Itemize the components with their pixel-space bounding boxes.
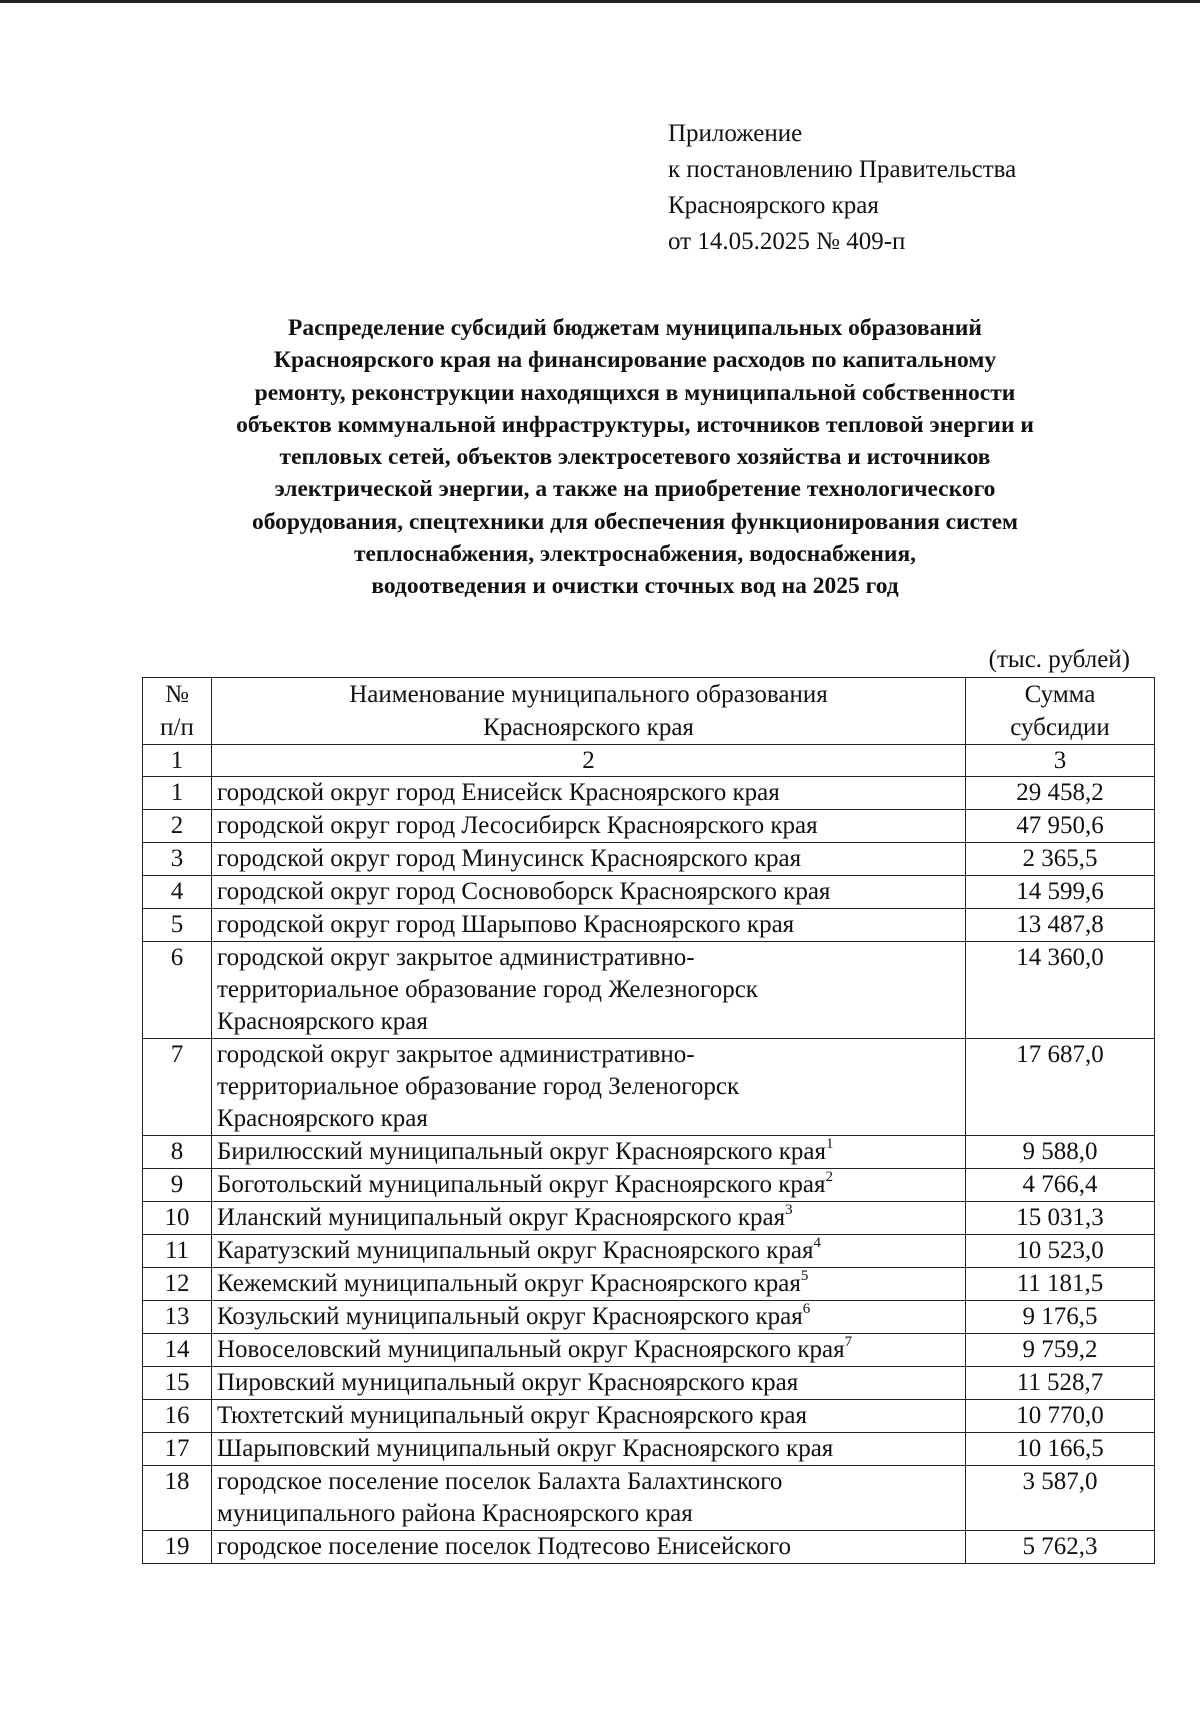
municipality-name-line [217, 1334, 961, 1366]
title-line: оборудования, спецтехники для обеспечения функционирования систем [251, 508, 1019, 535]
municipality-name-line [217, 1006, 961, 1038]
name-text: территориальное образование город Зеленогорск [217, 1073, 740, 1100]
table-row [143, 843, 1155, 876]
column-index: 3 [966, 745, 1155, 777]
header-number-line: № [165, 681, 189, 708]
municipality-name-line [217, 1071, 961, 1103]
appendix-label: Приложение [668, 120, 803, 147]
table-row [143, 777, 1155, 810]
municipality-name [212, 942, 966, 1039]
name-text: Бирилюсский муниципальный округ Красноярского края [217, 1138, 827, 1165]
top-edge-rule [0, 0, 1200, 3]
municipality-name-line [217, 1400, 961, 1432]
municipality-name [212, 1136, 966, 1169]
units-label: (тыс. рублей) [988, 646, 1130, 673]
table-row [143, 1039, 1155, 1136]
municipality-name-line [217, 1466, 961, 1498]
row-number: 1 [143, 777, 212, 810]
row-number: 16 [143, 1400, 212, 1433]
subsidy-amount: 15 031,3 [966, 1202, 1155, 1235]
subsidy-amount: 9 588,0 [966, 1136, 1155, 1169]
table-row [143, 1235, 1155, 1268]
column-index-row [143, 745, 1155, 777]
table-row [143, 909, 1155, 942]
municipality-name-line [217, 909, 961, 941]
header-name [212, 678, 966, 745]
row-number: 18 [143, 1466, 212, 1531]
row-number: 5 [143, 909, 212, 942]
appendix-date-number: от 14.05.2025 № 409-п [668, 228, 906, 255]
title-line: объектов коммунальной инфраструктуры, источников тепловой энергии и [236, 411, 1034, 438]
municipality-name [212, 843, 966, 876]
municipality-name-line [217, 1103, 961, 1135]
row-number: 9 [143, 1169, 212, 1202]
municipality-name-line [217, 777, 961, 809]
name-text: городской округ закрытое административно- [217, 1041, 695, 1068]
municipality-name [212, 1301, 966, 1334]
name-text: городской округ город Сосновоборск Красноярского края [217, 878, 831, 905]
subsidy-amount: 29 458,2 [966, 777, 1155, 810]
footnote-marker: 4 [813, 1234, 822, 1251]
municipality-name [212, 1433, 966, 1466]
header-number-line: п/п [160, 714, 194, 741]
municipality-name-line [217, 1531, 961, 1563]
table-row [143, 1136, 1155, 1169]
subsidy-amount: 3 587,0 [966, 1466, 1155, 1531]
header-sum-line: субсидии [1010, 714, 1110, 741]
municipality-name [212, 876, 966, 909]
name-text: Козульский муниципальный округ Красноярского края [217, 1303, 803, 1330]
footnote-marker: 7 [844, 1333, 853, 1350]
row-number: 2 [143, 810, 212, 843]
subsidy-amount: 11 181,5 [966, 1268, 1155, 1301]
table-row [143, 810, 1155, 843]
subsidy-amount: 10 523,0 [966, 1235, 1155, 1268]
table-header-row [143, 678, 1155, 745]
header-sum [966, 678, 1155, 745]
municipality-name [212, 1466, 966, 1531]
municipality-name-line [217, 1498, 961, 1530]
name-text: Кежемский муниципальный округ Красноярского края [217, 1270, 801, 1297]
municipality-name [212, 1334, 966, 1367]
municipality-name [212, 1400, 966, 1433]
row-number: 8 [143, 1136, 212, 1169]
subsidy-amount: 14 360,0 [966, 942, 1155, 1039]
municipality-name-line [217, 1433, 961, 1465]
title-line: водоотведения и очистки сточных вод на 2025 год [371, 573, 899, 600]
municipality-name-line [217, 974, 961, 1006]
title-line: ремонту, реконструкции находящихся в муниципальной собственности [254, 379, 1016, 406]
appendix-block [668, 116, 1016, 260]
subsidy-amount: 13 487,8 [966, 909, 1155, 942]
table-row [143, 1531, 1155, 1564]
row-number: 15 [143, 1367, 212, 1400]
row-number: 17 [143, 1433, 212, 1466]
municipality-name [212, 909, 966, 942]
table-row [143, 942, 1155, 1039]
subsidy-amount: 47 950,6 [966, 810, 1155, 843]
footnote-marker: 2 [825, 1168, 833, 1185]
row-number: 3 [143, 843, 212, 876]
municipality-name [212, 1202, 966, 1235]
footnote-marker: 3 [785, 1201, 793, 1218]
header-number [143, 678, 212, 745]
document-title [140, 312, 1130, 603]
table-row [143, 1466, 1155, 1531]
row-number: 7 [143, 1039, 212, 1136]
title-line: теплоснабжения, электроснабжения, водоснабжения, [353, 541, 917, 568]
row-number: 4 [143, 876, 212, 909]
subsidy-amount: 10 166,5 [966, 1433, 1155, 1466]
municipality-name [212, 1268, 966, 1301]
municipality-name-line [217, 1235, 961, 1267]
municipality-name [212, 1169, 966, 1202]
name-text: муниципального района Красноярского края [217, 1500, 693, 1527]
name-text: городской округ город Минусинск Красноярского края [217, 845, 802, 872]
name-text: Красноярского края [217, 1105, 428, 1132]
municipality-name-line [217, 942, 961, 974]
municipality-name-line [217, 810, 961, 842]
footnote-marker: 5 [800, 1267, 809, 1284]
municipality-name [212, 1531, 966, 1564]
header-name-line: Наименование муниципального образования [349, 681, 828, 708]
municipality-name-line [217, 876, 961, 908]
table-row [143, 1268, 1155, 1301]
subsidy-amount: 10 770,0 [966, 1400, 1155, 1433]
footnote-marker: 1 [826, 1135, 834, 1152]
header-name-line: Красноярского края [483, 714, 694, 741]
appendix-region: Красноярского края [668, 192, 879, 219]
municipality-name-line [217, 843, 961, 875]
subsidy-amount: 14 599,6 [966, 876, 1155, 909]
table-body [143, 777, 1155, 1564]
subsidy-table [142, 677, 1155, 1564]
title-line: тепловых сетей, объектов электросетевого хозяйства и источников [279, 444, 991, 471]
municipality-name [212, 1367, 966, 1400]
title-line: электрической энергии, а также на приобретение технологического [274, 476, 996, 503]
name-text: городское поселение поселок Подтесово Енисейского [217, 1533, 791, 1560]
column-index: 2 [212, 745, 966, 777]
header-sum-line: Сумма [1024, 681, 1096, 708]
name-text: Иланский муниципальный округ Красноярского края [217, 1204, 786, 1231]
table-row [143, 1367, 1155, 1400]
municipality-name-line [217, 1268, 961, 1300]
municipality-name-line [217, 1202, 961, 1234]
municipality-name-line [217, 1169, 961, 1201]
title-line: Распределение субсидий бюджетам муниципальных образований [288, 315, 982, 341]
column-index: 1 [143, 745, 212, 777]
subsidy-amount: 9 759,2 [966, 1334, 1155, 1367]
name-text: городской округ город Лесосибирск Красноярского края [217, 812, 818, 839]
municipality-name-line [217, 1367, 961, 1399]
subsidy-amount: 11 528,7 [966, 1367, 1155, 1400]
row-number: 6 [143, 942, 212, 1039]
row-number: 13 [143, 1301, 212, 1334]
name-text: Красноярского края [217, 1008, 428, 1035]
municipality-name [212, 1039, 966, 1136]
table-row [143, 1202, 1155, 1235]
name-text: городской округ город Енисейск Красноярского края [217, 779, 780, 806]
row-number: 12 [143, 1268, 212, 1301]
name-text: Шарыповский муниципальный округ Красноярского края [217, 1435, 834, 1462]
municipality-name-line [217, 1136, 961, 1168]
footnote-marker: 6 [802, 1300, 811, 1317]
row-number: 14 [143, 1334, 212, 1367]
subsidy-amount: 2 365,5 [966, 843, 1155, 876]
name-text: городской округ город Шарыпово Красноярского края [217, 911, 795, 938]
table-row [143, 1169, 1155, 1202]
name-text: Тюхтетский муниципальный округ Красноярского края [217, 1402, 808, 1429]
name-text: территориальное образование город Железногорск [217, 976, 758, 1003]
row-number: 19 [143, 1531, 212, 1564]
subsidy-amount: 5 762,3 [966, 1531, 1155, 1564]
table-row [143, 1334, 1155, 1367]
subsidy-amount: 17 687,0 [966, 1039, 1155, 1136]
name-text: Новоселовский муниципальный округ Красноярского края [217, 1336, 845, 1363]
name-text: городское поселение поселок Балахта Балахтинского [217, 1468, 783, 1495]
municipality-name-line [217, 1039, 961, 1071]
municipality-name [212, 810, 966, 843]
table-row [143, 1301, 1155, 1334]
subsidy-amount: 4 766,4 [966, 1169, 1155, 1202]
table-row [143, 876, 1155, 909]
title-line: Красноярского края на финансирование расходов по капитальному [273, 347, 997, 374]
appendix-reference: к постановлению Правительства [668, 156, 1017, 183]
municipality-name [212, 777, 966, 810]
subsidy-amount: 9 176,5 [966, 1301, 1155, 1334]
table-row [143, 1400, 1155, 1433]
name-text: городской округ закрытое административно- [217, 944, 695, 971]
name-text: Каратузский муниципальный округ Красноярского края [217, 1237, 814, 1264]
table-row [143, 1433, 1155, 1466]
row-number: 10 [143, 1202, 212, 1235]
municipality-name [212, 1235, 966, 1268]
name-text: Боготольский муниципальный округ Красноярского края [217, 1171, 826, 1198]
row-number: 11 [143, 1235, 212, 1268]
name-text: Пировский муниципальный округ Красноярского края [217, 1369, 799, 1396]
municipality-name-line [217, 1301, 961, 1333]
